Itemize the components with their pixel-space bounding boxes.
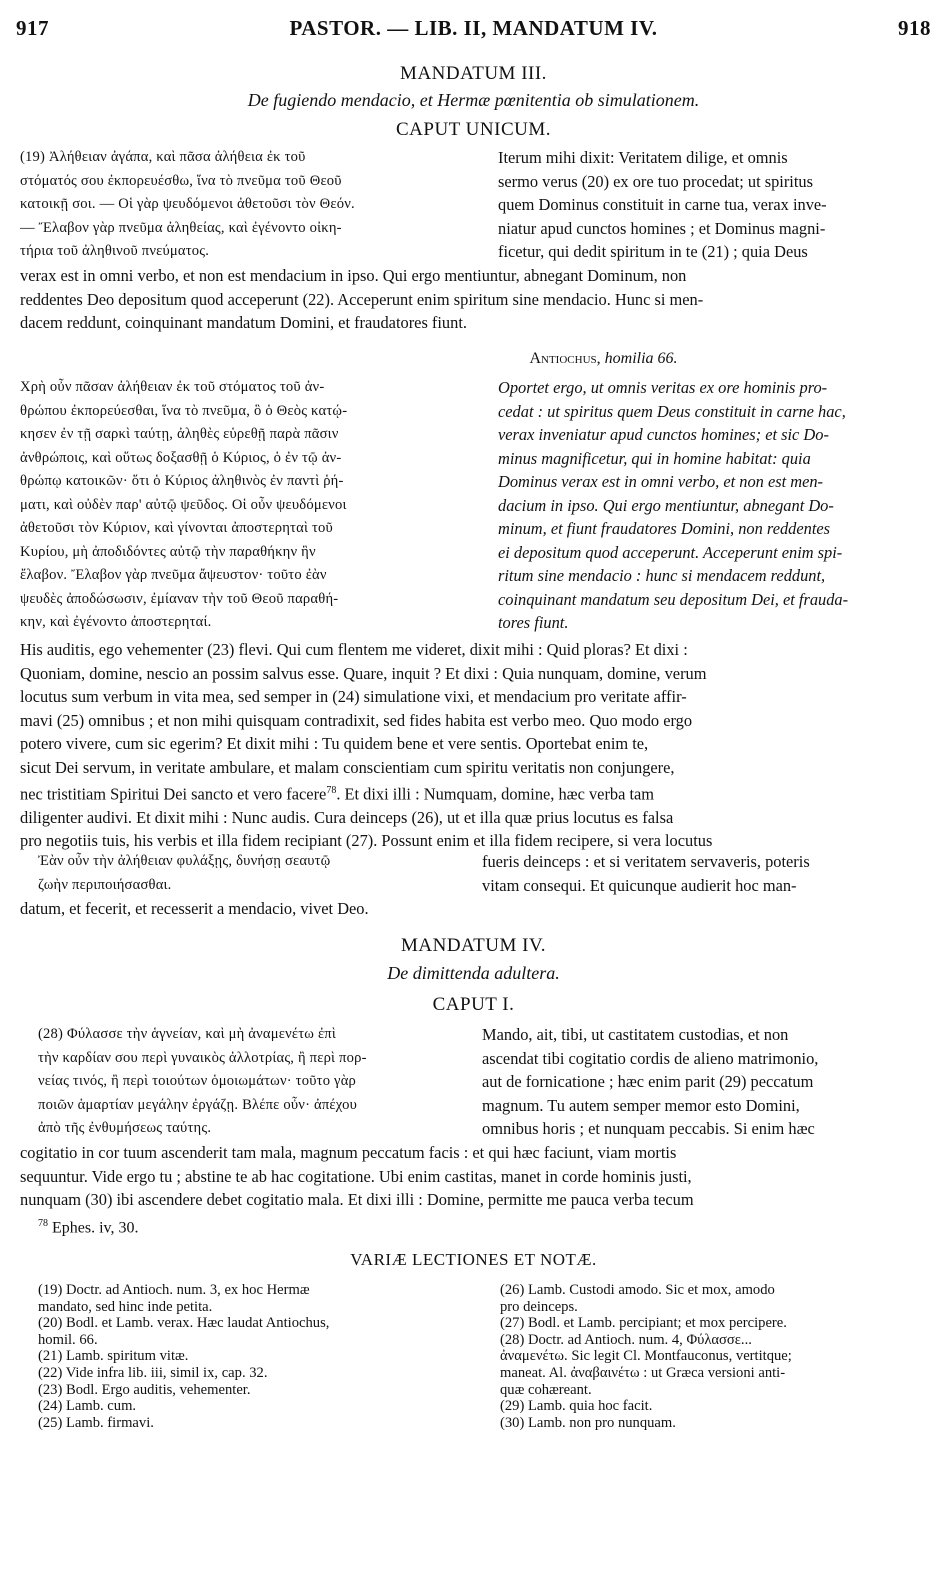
latin-line: verax inveniatur apud cunctos homines; et sic Do- (498, 425, 829, 444)
note-line: pro deinceps. (500, 1298, 578, 1315)
page-number-right: 918 (898, 16, 931, 40)
note-line: ἀναμενέτω. Sic legit Cl. Montfauconus, vertitque; (500, 1348, 792, 1365)
latin-line: dacium in ipso. Qui ergo mentiuntur, abnegant Do- (498, 495, 834, 515)
latin-line: fueris deinceps : et si veritatem servaveris, poteris (482, 852, 810, 871)
text-line: reddentes Deo depositum quod acceperunt (22). Acceperunt enim spiritum sine mendacio. Hunc si men- (20, 289, 704, 309)
note-line: (30) Lamb. non pro nunquam. (500, 1414, 676, 1431)
latin-line: quem Dominus constituit in carne tua, verax inve- (498, 195, 827, 214)
section-title: MANDATUM III. (400, 63, 547, 84)
latin-line: minus magnificetur, qui in homine habitat: quia (498, 448, 811, 468)
latin-line: sermo verus (20) ex ore tuo procedat; ut spiritus (498, 171, 813, 191)
text-span: . Et dixi illi : Numquam, domine, hæc verba tam (336, 784, 655, 804)
text-line: cogitatio in cor tuum ascenderit tam mala, magnum peccatum facis : et qui hæc faciunt, viam mortis (20, 1143, 677, 1162)
text-line: pro negotiis tuis, his verbis et illa fidem recipiant (27). Possunt enim et illa fidem recipere, si vera locutus (20, 831, 713, 851)
caput-heading: CAPUT I. (432, 994, 515, 1015)
greek-line: κην, καὶ ἐγένοντο ἀποστερηταί. (20, 614, 212, 630)
notes-right-column (500, 1282, 920, 1431)
latin-line: Dominus verax est in omni verbo, et non est men- (498, 472, 824, 491)
latin-line: magnum. Tu autem semper memor esto Domini, (482, 1095, 800, 1115)
greek-column (20, 146, 485, 264)
note-line: mandato, sed hinc inde petita. (38, 1298, 213, 1315)
greek-line: ἀνθρώποις, καὶ οὕτως δοξασθῇ ὁ Κύριος, ὁ ἐν τῷ ἀν- (20, 449, 342, 466)
text-line: His auditis, ego vehementer (23) flevi. Qui cum flentem me videret, dixit mihi : Quid ploras? Et dixi : (20, 640, 688, 659)
latin-line: ascendat tibi cogitatio cordis de alieno matrimonio, (482, 1048, 819, 1068)
latin-column (498, 146, 920, 264)
section-subtitle: De fugiendo mendacio, et Hermæ pœnitentia ob simulationem. (247, 90, 700, 110)
footnote (38, 1218, 139, 1237)
note-line: (25) Lamb. firmavi. (38, 1414, 154, 1431)
greek-line: Κυρίου, μὴ ἀποδιδόντες αὐτῷ τὴν παραθήκην ἣν (20, 543, 316, 560)
greek-line: ἀπὸ τῆς ἐνθυμήσεως ταύτης. (38, 1120, 212, 1136)
running-header (16, 16, 931, 46)
latin-line: ei depositum quod acceperunt. Acceperunt enim spi- (498, 542, 843, 562)
latin-line: Iterum mihi dixit: Veritatem dilige, et omnis (498, 148, 788, 167)
text-line: potero vivere, cum sic egerim? Et dixit mihi : Tu quidem bene et vere sentis. Oportebat enim te, (20, 734, 649, 753)
greek-column (38, 1023, 483, 1141)
text-line: locutus sum verbum in vita mea, sed semper in (24) simulatione vixi, et mendacium pro veritate affir- (20, 687, 687, 706)
latin-column (482, 1023, 920, 1141)
greek-column (20, 376, 485, 635)
footnote-mark: 78 (38, 1218, 48, 1229)
greek-line: τήρια τοῦ ἀληθινοῦ πνεύματος. (20, 243, 210, 259)
note-line: (21) Lamb. spiritum vitæ. (38, 1348, 189, 1365)
greek-line: νείας τινός, ἢ περὶ τοιούτων ὁμοιωμάτων· τοῦτο γὰρ (38, 1073, 357, 1089)
latin-line: aut de fornicatione ; hæc enim parit (29) peccatum (482, 1072, 814, 1091)
greek-line: θρώπῳ κατοικῶν· ὅτι ὁ Κύριος ἀληθινὸς ἐν παντὶ ῥή- (20, 473, 344, 489)
greek-line: Ἐὰν οὖν τὴν ἀλήθειαν φυλάξῃς, δυνήσῃ σεαυτῷ (38, 853, 331, 869)
running-title: PASTOR. — LIB. II, MANDATUM IV. (289, 16, 658, 40)
note-line: (23) Bodl. Ergo auditis, vehementer. (38, 1381, 251, 1398)
greek-line: (28) Φύλασσε τὴν ἁγνείαν, καὶ μὴ ἀναμενέτω ἐπὶ (38, 1026, 336, 1042)
section-title: MANDATUM IV. (401, 935, 546, 956)
note-line: homil. 66. (38, 1331, 98, 1348)
text-line: datum, et fecerit, et recesserit a mendacio, vivet Deo. (20, 899, 369, 918)
latin-line: ritum sine mendacio : hunc si mendacem reddunt, (498, 566, 826, 585)
greek-line: ψευδὲς ἀποδώσωσιν, ἐμίαναν τὴν τοῦ Θεοῦ παραθή- (20, 590, 339, 607)
text-line: mavi (25) omnibus ; et non mihi quisquam contradixit, sed fides habita est verbo meo. Quo modo ergo (20, 710, 693, 730)
greek-line: ζωὴν περιποιήσασθαι. (38, 876, 172, 893)
greek-line: κησεν ἐν τῇ σαρκὶ ταύτῃ, ἀληθὲς εὑρεθῇ παρὰ πᾶσιν (20, 426, 339, 442)
latin-line: vitam consequi. Et quicunque audierit hoc man- (482, 875, 797, 895)
greek-line: στόματός σου ἐκπορευέσθω, ἵνα τὸ πνεῦμα τοῦ Θεοῦ (20, 172, 342, 189)
note-line: (24) Lamb. cum. (38, 1398, 137, 1415)
text-span: nec tristitiam Spiritui Dei sancto et vero facere (20, 784, 327, 804)
citation-heading (260, 350, 947, 368)
text-line: diligenter audivi. Et dixit mihi : Nunc audis. Cura deinceps (26), ut et illa quæ prius locutus es falsa (20, 807, 674, 827)
latin-line: coinquinant mandatum seu depositum Dei, et frauda- (498, 589, 849, 609)
latin-line: niatur apud cunctos homines ; et Dominus magni- (498, 218, 826, 238)
citation-author: Antiochus, (529, 350, 601, 367)
note-line: (20) Bodl. et Lamb. verax. Hæc laudat Antiochus, (38, 1315, 330, 1332)
greek-line: Χρὴ οὖν πᾶσαν ἀλήθειαν ἐκ τοῦ στόματος τοῦ ἀν- (20, 379, 325, 395)
paragraph (20, 1141, 920, 1212)
latin-line: Mando, ait, tibi, ut castitatem custodias, et non (482, 1025, 789, 1044)
notes-left-column (38, 1282, 478, 1431)
footnote-marker: 78 (326, 785, 337, 796)
greek-line: ἀθετοῦσι τὸν Κύριον, καὶ γίνονται ἀποστερηταὶ τοῦ (20, 520, 333, 536)
text-line: nunquam (30) ibi ascendere debet cogitatio mala. Et dixi illi : Domine, permitte me pauca verba tecum (20, 1190, 694, 1209)
footnote-text: Ephes. iv, 30. (52, 1219, 139, 1237)
latin-line: ficetur, qui dedit spiritum in te (21) ; quia Deus (498, 242, 808, 261)
text-line (20, 779, 920, 806)
latin-line: minum, et fiunt fraudatores Domini, non reddentes (498, 519, 831, 538)
paragraph-end (20, 897, 920, 921)
greek-line: — Ἔλαβον γὰρ πνεῦμα ἀληθείας, καὶ ἐγένοντο οἰκη- (20, 219, 342, 236)
latin-line: tores fiunt. (498, 613, 569, 632)
paragraph (20, 264, 920, 335)
greek-line: τὴν καρδίαν σου περὶ γυναικὸς ἀλλοτρίας, ἢ περὶ πορ- (38, 1049, 367, 1066)
note-line: maneat. Al. ἀναβαινέτω : ut Græca versioni anti- (500, 1364, 786, 1381)
text-line: sicut Dei servum, in veritate ambulare, et malam conscientiam cum spiritu veritatis non conjungere, (20, 757, 675, 777)
note-line: (27) Bodl. et Lamb. percipiant; et mox percipere. (500, 1315, 787, 1332)
greek-line: κατοικῇ σοι. — Οἱ γὰρ ψευδόμενοι ἀθετοῦσι τὸν Θεόν. (20, 196, 355, 212)
latin-column (498, 376, 920, 635)
greek-column (38, 850, 478, 897)
text-line: Quoniam, domine, nescio an possim salvus esse. Quare, inquit ? Et dixi : Quia nunquam, domine, verum (20, 663, 707, 683)
note-line: (19) Doctr. ad Antioch. num. 3, ex hoc Hermæ (38, 1282, 310, 1298)
text-line: dacem reddunt, coinquinant mandatum Domini, et fraudatores fiunt. (20, 313, 467, 332)
latin-line: omnibus horis ; et nunquam peccabis. Si enim hæc (482, 1119, 815, 1138)
greek-line: θρώπου ἐκπορεύεσθαι, ἵνα τὸ πνεῦμα, ὃ ὁ Θεὸς κατῴ- (20, 402, 348, 419)
note-line: quæ cohæreant. (500, 1381, 592, 1398)
page-number-left: 917 (16, 16, 49, 40)
caput-heading: CAPUT UNICUM. (395, 119, 551, 140)
text-line: sequuntur. Vide ergo tu ; abstine te ab hac cogitatione. Ubi enim castitas, manet in corde hominis justi, (20, 1166, 692, 1186)
latin-line: Oportet ergo, ut omnis veritas ex ore hominis pro- (498, 378, 828, 397)
greek-line: ματι, καὶ οὐδὲν παρ' αὐτῷ ψεῦδος. Οἱ οὖν ψευδόμενοι (20, 496, 347, 513)
note-line: (28) Doctr. ad Antioch. num. 4, Φύλασσε... (500, 1331, 752, 1348)
greek-line: ποιῶν ἁμαρτίαν μεγάλην ἐργάζῃ. Βλέπε οὖν· ἀπέχου (38, 1096, 358, 1113)
note-line: (22) Vide infra lib. iii, simil ix, cap. 32. (38, 1364, 268, 1381)
text-line: verax est in omni verbo, et non est mendacium in ipso. Qui ergo mentiuntur, abnegant Dominum, non (20, 266, 687, 285)
note-line: (26) Lamb. Custodi amodo. Sic et mox, amodo (500, 1282, 775, 1298)
latin-line: cedat : ut spiritus quem Deus constituit in carne hac, (498, 401, 846, 421)
paragraph (20, 638, 920, 853)
notes-heading: VARIÆ LECTIONES ET NOTÆ. (350, 1250, 597, 1269)
greek-line: (19) Ἀλήθειαν ἀγάπα, καὶ πᾶσα ἀλήθεια ἐκ τοῦ (20, 149, 306, 165)
citation-work: homilia 66. (604, 350, 678, 367)
latin-column (482, 850, 920, 897)
greek-line: ἔλαβον. Ἔλαβον γὰρ πνεῦμα ἄψευστον· τοῦτο ἐὰν (20, 567, 327, 583)
note-line: (29) Lamb. quia hoc facit. (500, 1398, 653, 1415)
section-subtitle: De dimittenda adultera. (387, 963, 560, 983)
